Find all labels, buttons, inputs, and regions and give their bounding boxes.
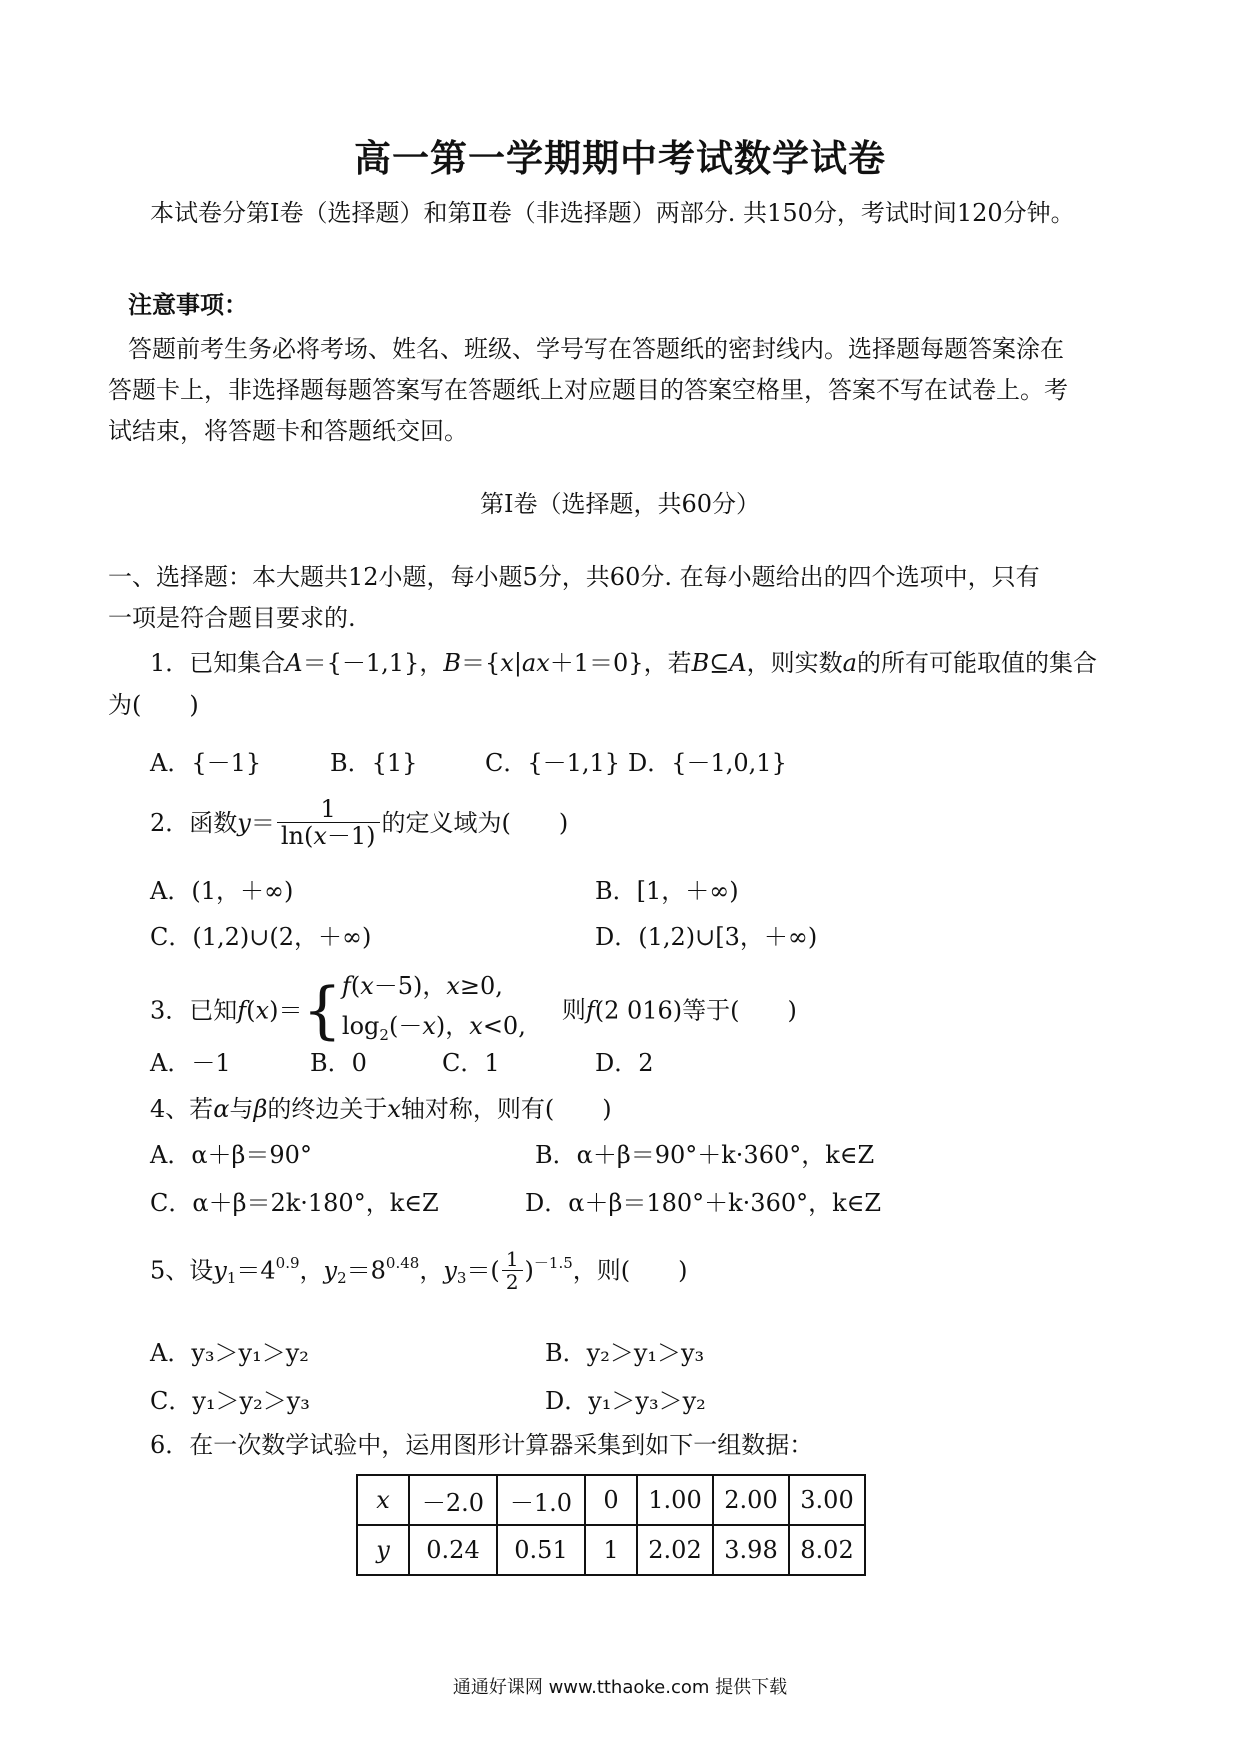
q2-denominator	[277, 823, 380, 849]
q3-brace: {	[302, 973, 342, 1047]
q2-eq: ＝	[250, 808, 275, 837]
q3-ask-pre: 则	[561, 996, 586, 1025]
q5-paren: )	[524, 1256, 534, 1285]
question-5	[150, 1246, 688, 1295]
q4-mid2: 的终边关于	[267, 1095, 388, 1123]
table-cell: －1.0	[497, 1475, 585, 1525]
q4-var-x: x	[387, 1095, 401, 1123]
q3-row1-f: f	[341, 972, 351, 1000]
q1-var-a2: a	[842, 649, 857, 677]
q1-option-c: C．{－1,1}	[485, 749, 621, 777]
q4-option-b: B．α＋β＝90°＋k·360°，k∈Z	[535, 1141, 875, 1169]
table-row-x	[357, 1475, 865, 1525]
part1-heading: 第Ⅰ卷（选择题，共60分）	[479, 490, 761, 518]
q2-option-a: A．(1，＋∞)	[150, 877, 294, 905]
q3-lead: 3．已知	[150, 996, 238, 1025]
q1-eq-a: ＝{－1,1}，	[302, 649, 444, 677]
q3-row2-x2: x	[469, 1012, 483, 1040]
q2-den-pre: ln(	[280, 822, 314, 851]
q5-option-a: A．y₃＞y₁＞y₂	[150, 1339, 309, 1367]
notice-line-3: 试结束，将答题卡和答题纸交回。	[108, 417, 468, 445]
table-cell: 1.00	[637, 1475, 713, 1525]
question-3: 3．已知f(x)＝{ f(x－5)，x≥0, $\log_2(-x)$，x<0, 则f(2 016)等于( )	[150, 966, 797, 1055]
notice-heading: 注意事项：	[128, 290, 248, 319]
page-title: 高一第一学期期中考试数学试卷	[354, 136, 886, 180]
q5-fraction	[502, 1248, 523, 1293]
q4-beta: β	[253, 1095, 268, 1123]
q5-exp3: －1.5	[533, 1254, 573, 1272]
table-cell: －2.0	[409, 1475, 497, 1525]
q3-piecewise	[342, 966, 526, 1055]
q1-line-2: 为( )	[108, 691, 199, 719]
table-cell: 2.02	[637, 1525, 713, 1575]
q3-eq: )＝	[269, 996, 303, 1025]
q2-den-post: －1)	[326, 822, 376, 851]
q2-var-y: y	[237, 808, 251, 837]
q3-row1-x2: x	[446, 972, 460, 1000]
q5-eq2: ＝8	[346, 1256, 386, 1285]
q5-y1: y	[213, 1256, 227, 1285]
q1-set-a: A	[285, 649, 303, 677]
table-cell: 1	[585, 1525, 637, 1575]
table-cell: 2.00	[713, 1475, 789, 1525]
q5-y3-sub: 3	[456, 1268, 467, 1287]
q3-option-d: D．2	[595, 1049, 654, 1077]
q3-ask-f: f	[585, 996, 595, 1025]
q4-lead: 4、若	[150, 1095, 214, 1123]
q5-frac-den: 2	[505, 1270, 519, 1294]
notice-line-1: 答题前考生务必将考场、姓名、班级、学号写在答题纸的密封线内。选择题每题答案涂在	[128, 335, 1064, 363]
q5-option-b: B．y₂＞y₁＞y₃	[545, 1339, 705, 1367]
q3-row2-c: )，	[435, 1012, 470, 1040]
q1-var-x2: x	[536, 649, 550, 677]
q1-var-x: x	[500, 649, 514, 677]
q1-set-b: B	[443, 649, 461, 677]
q5-comma1: ，	[299, 1256, 324, 1285]
q4-option-d: D．α＋β＝180°＋k·360°，k∈Z	[525, 1189, 882, 1217]
q3-row2-x: x	[422, 1012, 436, 1040]
q1-tail: 的所有可能取值的集合	[856, 649, 1097, 677]
table-row-y	[357, 1525, 865, 1575]
q5-eq3: ＝(	[466, 1256, 500, 1285]
q5-lead: 5、设	[150, 1256, 214, 1285]
q5-exp2: 0.48	[385, 1254, 420, 1272]
q5-y3: y	[443, 1256, 457, 1285]
q5-option-c: C．y₁＞y₂＞y₃	[150, 1387, 310, 1415]
table-header-y: y	[357, 1525, 409, 1575]
footer-text: 通通好课网 www.tthaoke.com 提供下载	[452, 1677, 788, 1698]
question-1	[150, 646, 1097, 680]
q3-option-a: A．－1	[150, 1049, 231, 1077]
q2-option-c: C．(1,2)∪(2，＋∞)	[150, 923, 372, 951]
q3-row1-b: －5)，	[373, 972, 447, 1000]
q5-exp1: 0.9	[275, 1254, 300, 1272]
q3-ask-tail: (2 016)等于( )	[594, 996, 797, 1025]
q5-y2: y	[323, 1256, 338, 1285]
question-2	[150, 796, 568, 850]
q3-var-x: x	[255, 996, 270, 1025]
q2-tail: 的定义域为( )	[381, 808, 569, 837]
table-cell: 3.98	[713, 1525, 789, 1575]
q2-option-b: B．[1，＋∞)	[595, 877, 739, 905]
table-cell: 3.00	[789, 1475, 865, 1525]
question-4	[150, 1092, 612, 1126]
question-6: 6．在一次数学试验中，运用图形计算器采集到如下一组数据：	[150, 1431, 814, 1459]
q5-option-d: D．y₁＞y₃＞y₂	[545, 1387, 706, 1415]
table-header-x: x	[357, 1475, 409, 1525]
q1-mid: ，则实数	[746, 649, 843, 677]
q1-option-d: D．{－1,0,1}	[628, 749, 787, 777]
q1-lead: 1．已知集合	[150, 649, 286, 677]
q3-row2-log: log	[341, 1012, 380, 1040]
q1-subset: ⊆	[709, 649, 730, 677]
table-cell: 0	[585, 1475, 637, 1525]
q3-row1-x: x	[360, 972, 374, 1000]
q3-row2-base: 2	[379, 1025, 389, 1044]
intro-text: 本试卷分第Ⅰ卷（选择题）和第Ⅱ卷（非选择题）两部分. 共150分，考试时间120分钟。	[150, 199, 1075, 227]
q5-y1-sub: 1	[226, 1268, 237, 1287]
table-cell: 0.24	[409, 1525, 497, 1575]
table-cell: 0.51	[497, 1525, 585, 1575]
q4-option-a: A．α＋β＝90°	[150, 1141, 312, 1169]
q5-comma2: ，	[419, 1256, 444, 1285]
q5-tail: ，则( )	[572, 1256, 688, 1285]
q1-bar: |	[513, 649, 522, 677]
q4-alpha: α	[213, 1095, 230, 1123]
q1-eq-b-close: ＋1＝0}，若	[549, 649, 692, 677]
notice-line-2: 答题卡上，非选择题每题答案写在答题纸上对应题目的答案空格里，答案不写在试卷上。考	[108, 376, 1068, 404]
q3-case-1	[342, 966, 526, 1006]
q2-numerator: 1	[277, 796, 380, 823]
q4-tail: 轴对称，则有( )	[400, 1095, 612, 1123]
q2-lead: 2．函数	[150, 808, 238, 837]
q5-y2-sub: 2	[337, 1268, 347, 1287]
q5-eq1: ＝4	[236, 1256, 276, 1285]
q2-den-x: x	[313, 822, 327, 851]
q2-fraction	[277, 796, 380, 850]
q4-mid1: 与	[229, 1095, 254, 1123]
q1-option-a: A．{－1}	[150, 749, 262, 777]
q1-var-a: a	[521, 649, 537, 677]
table-cell: 8.02	[789, 1525, 865, 1575]
q3-row1-c: ≥0,	[459, 972, 503, 1000]
q3-option-b: B．0	[310, 1049, 367, 1077]
q1-option-b: B．{1}	[330, 749, 418, 777]
q1-set-b2: B	[691, 649, 710, 677]
data-table	[356, 1474, 866, 1576]
q3-option-c: C．1	[442, 1049, 500, 1077]
section-line-2: 一项是符合题目要求的.	[108, 604, 356, 632]
q4-option-c: C．α＋β＝2k·180°，k∈Z	[150, 1189, 439, 1217]
q3-row1-a: (	[350, 972, 361, 1000]
q5-frac-num: 1	[502, 1248, 523, 1271]
q3-row2-d: <0,	[482, 1012, 526, 1040]
q2-option-d: D．(1,2)∪[3，＋∞)	[595, 923, 818, 951]
q3-var-f: f	[237, 996, 247, 1025]
q1-set-a2: A	[729, 649, 747, 677]
section-line-1: 一、选择题：本大题共12小题，每小题5分，共60分. 在每小题给出的四个选项中，只有	[108, 563, 1040, 591]
q3-row2-b: (－	[388, 1012, 423, 1040]
q1-eq-b-open: ＝{	[460, 649, 501, 677]
